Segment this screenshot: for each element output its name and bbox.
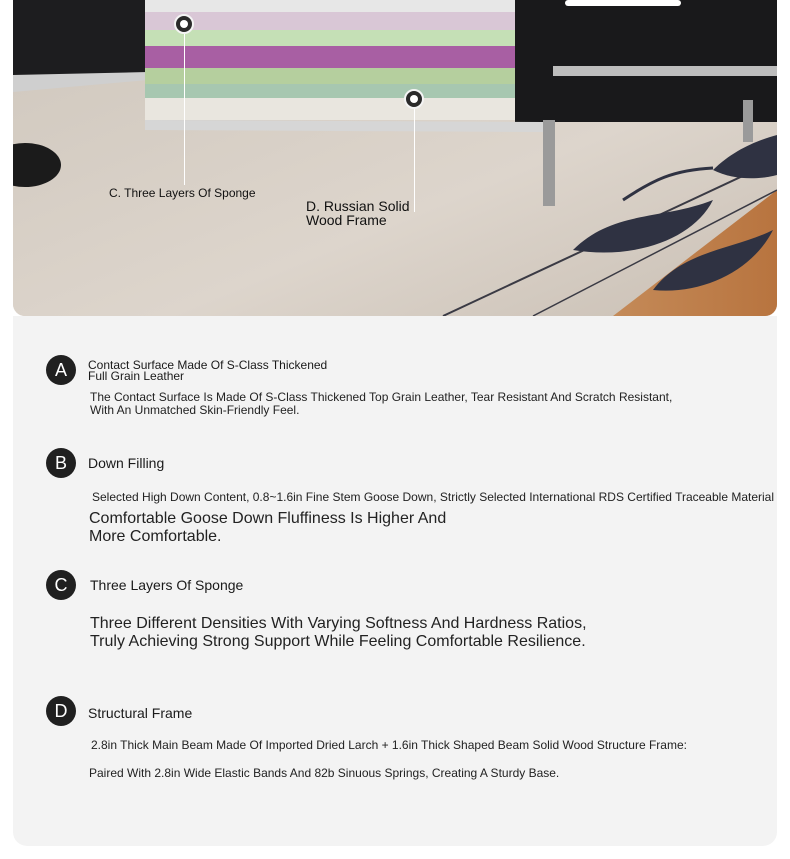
feature-a-desc xyxy=(90,391,672,417)
feature-c-desc xyxy=(90,615,587,651)
callout-d-label-line2: Wood Frame xyxy=(306,212,387,228)
callout-d-marker xyxy=(404,89,424,109)
badge-a: A xyxy=(46,355,76,385)
feature-b-title: Down Filling xyxy=(88,455,165,471)
badge-c: C xyxy=(46,570,76,600)
badge-b: B xyxy=(46,448,76,478)
feature-b-desc-line3: More Comfortable. xyxy=(89,528,222,545)
product-photo xyxy=(13,0,777,316)
callout-c-label: C. Three Layers Of Sponge xyxy=(101,183,264,203)
badge-d: D xyxy=(46,696,76,726)
feature-b-desc-emphasis xyxy=(89,510,446,546)
feature-d-desc-line1: 2.8in Thick Main Beam Made Of Imported Dried Larch + 1.6in Thick Shaped Beam Solid Wood Structure Frame: xyxy=(91,738,687,752)
feature-b-desc-line2: Comfortable Goose Down Fluffiness Is Higher And xyxy=(89,510,447,527)
callout-c-marker xyxy=(174,14,194,34)
callout-d-label-line1: D. Russian Solid xyxy=(306,198,410,214)
feature-c-title: Three Layers Of Sponge xyxy=(90,577,244,593)
callout-c-line xyxy=(184,30,185,185)
feature-a-desc-line1: The Contact Surface Is Made Of S-Class Thickened Top Grain Leather, Tear Resistant And Scratch Resistant, xyxy=(90,390,673,404)
feature-a-title xyxy=(88,360,327,382)
feature-a-title-line2: Full Grain Leather xyxy=(88,369,185,383)
callout-d-label xyxy=(306,199,436,227)
feature-a-title-line1: Contact Surface Made Of S-Class Thickened xyxy=(88,358,328,372)
feature-c-desc-line1: Three Different Densities With Varying Softness And Hardness Ratios, xyxy=(90,615,587,632)
feature-panel xyxy=(13,316,777,846)
feature-d-desc-line2: Paired With 2.8in Wide Elastic Bands And 82b Sinuous Springs, Creating A Sturdy Base. xyxy=(89,766,560,780)
sofa-cutaway-illustration xyxy=(13,0,777,316)
feature-b-desc-line1: Selected High Down Content, 0.8~1.6in Fine Stem Goose Down, Strictly Selected International RDS Certified Traceable Material xyxy=(92,490,775,504)
callout-d-line xyxy=(414,104,415,212)
feature-d-title: Structural Frame xyxy=(88,705,193,721)
feature-c-desc-line2: Truly Achieving Strong Support While Feeling Comfortable Resilience. xyxy=(90,633,586,650)
feature-a-desc-line2: With An Unmatched Skin-Friendly Feel. xyxy=(90,403,300,417)
